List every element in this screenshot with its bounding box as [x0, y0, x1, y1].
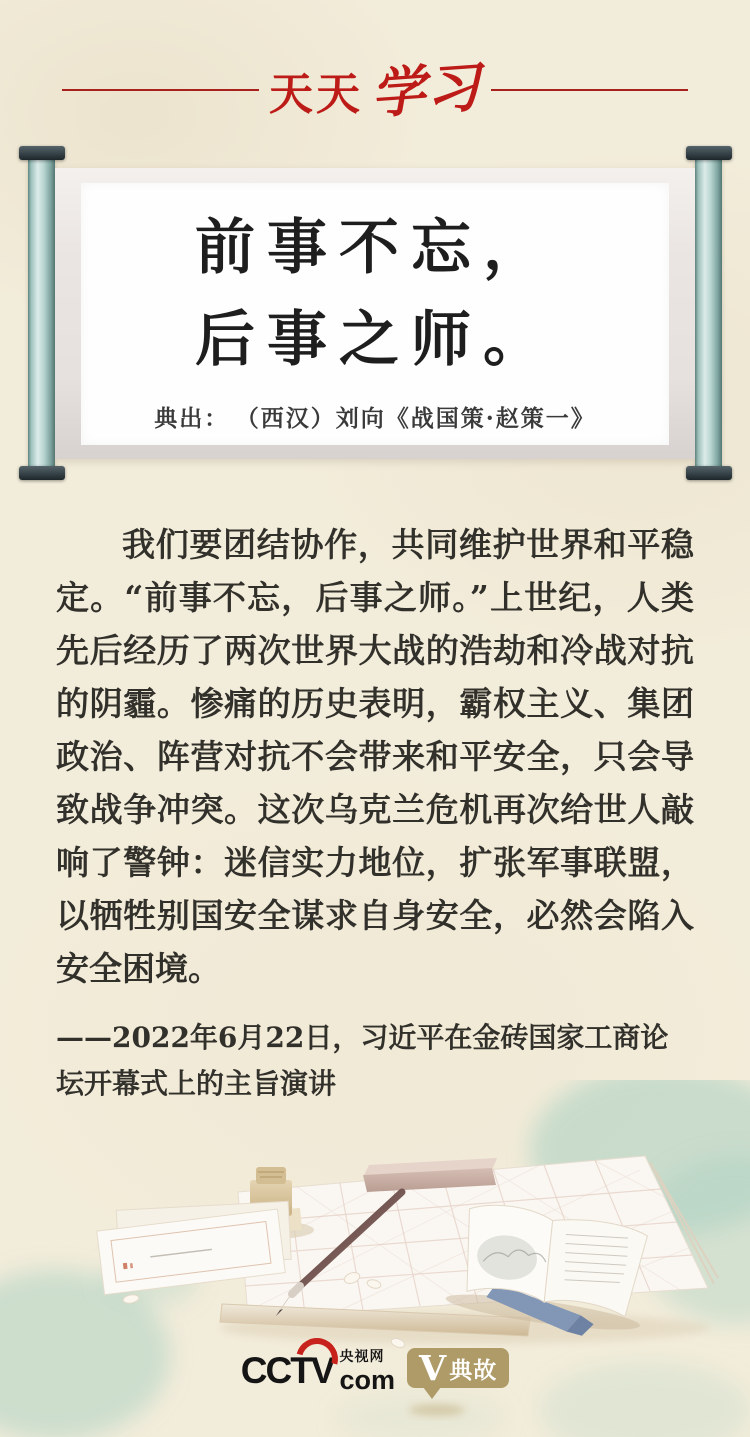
- quote-calligraphy: [195, 202, 555, 386]
- article-attribution: ——2022年6月22日，习近平在金砖国家工商论坛开幕式上的主旨演讲: [56, 1021, 669, 1100]
- roller-cap-icon: [686, 146, 732, 160]
- cctv-letters: CCTV: [240, 1350, 334, 1391]
- brand-second-calligraphy: 学习: [368, 54, 484, 126]
- source-text: （西汉）刘向《战国策·赵策一》: [247, 404, 596, 432]
- quote-source: [154, 400, 596, 433]
- footer: [0, 1348, 750, 1394]
- header: [0, 54, 750, 126]
- badge-label: 典故: [449, 1356, 498, 1384]
- roller-cap-icon: [19, 146, 65, 160]
- cctv-wordmark: [241, 1352, 334, 1389]
- brand-first: 天天: [269, 69, 363, 120]
- article-paragraph: 我们要团结协作，共同维护世界和平稳定。“前事不忘，后事之师。”上世纪，人类先后经历了两次世界大战的浩劫和冷战对抗的阴霾。惨痛的历史表明，霸权主义、集团政治、阵营对抗不会带来和平安全，只会导致战争冲突。这次乌克兰危机再次给世人敲响了警钟：迷信实力地位，扩张军事联盟，以牺牲别国安全谋求自身安全，必然会陷入安全困境。: [56, 525, 694, 988]
- vdiangu-badge: [407, 1348, 509, 1388]
- scroll-paper: [55, 168, 695, 459]
- quote-line-1: 前事不忘，: [195, 212, 555, 283]
- source-label: 典出：: [154, 404, 230, 432]
- badge-shadow: [409, 1404, 465, 1416]
- cctv-com-column: [340, 1346, 396, 1394]
- cntv-label: 央视网: [339, 1348, 385, 1364]
- scroll-inner-panel: [81, 183, 669, 445]
- header-rule-left: [62, 89, 259, 91]
- scroll-roller-right: [695, 159, 722, 467]
- scroll-banner: [28, 146, 722, 480]
- quote-line-2: 后事之师。: [195, 304, 555, 375]
- brand-title: [269, 54, 484, 126]
- article: [56, 518, 694, 1107]
- roller-cap-icon: [686, 466, 732, 480]
- header-rule-right: [491, 89, 688, 91]
- cctv-com-logo: [240, 1348, 396, 1395]
- badge-tail-icon: [423, 1387, 441, 1399]
- scroll-roller-left: [28, 159, 55, 467]
- com-label: com: [339, 1365, 396, 1395]
- badge-v-letter: V: [419, 1347, 447, 1389]
- roller-cap-icon: [19, 466, 65, 480]
